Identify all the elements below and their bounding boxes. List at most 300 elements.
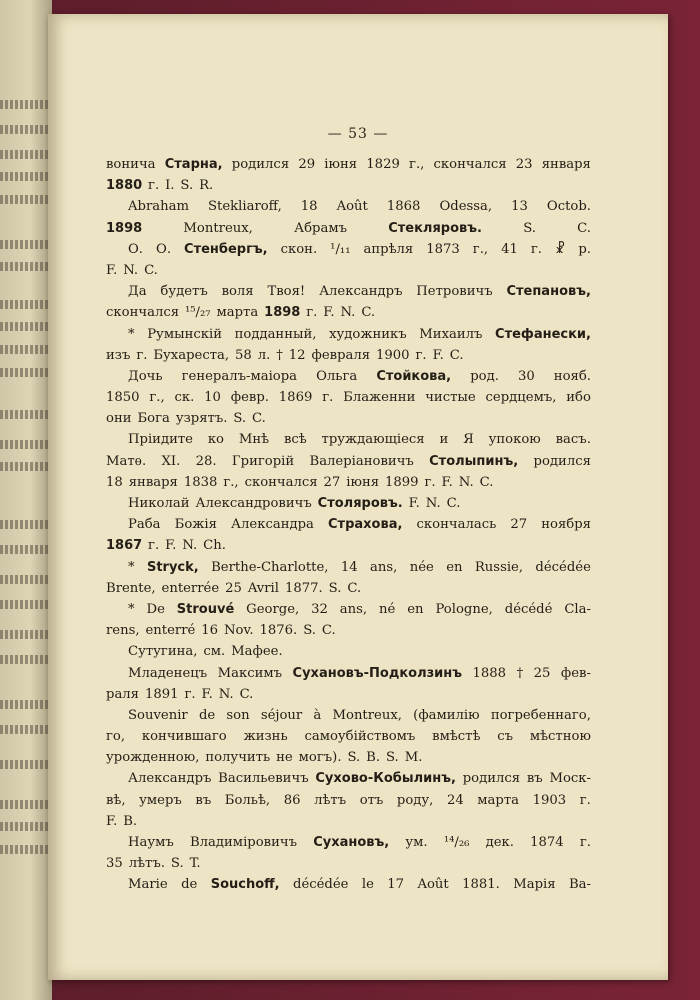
word: C. bbox=[347, 580, 362, 596]
word: О. bbox=[128, 241, 144, 257]
word: лѣтъ bbox=[314, 792, 347, 808]
word: родился bbox=[533, 453, 591, 469]
text-line bbox=[106, 790, 591, 811]
word: родился bbox=[462, 771, 521, 787]
word: вонича bbox=[106, 157, 156, 172]
word: C. bbox=[361, 305, 376, 321]
word: всѣ bbox=[283, 432, 307, 448]
word: г., bbox=[472, 241, 489, 257]
text-line bbox=[106, 853, 591, 874]
word: M. bbox=[404, 750, 423, 766]
word: Berthe-Charlotte, bbox=[211, 559, 329, 575]
word: 58 bbox=[235, 347, 252, 363]
word: Marie bbox=[128, 877, 168, 893]
word: 1899 bbox=[385, 474, 419, 490]
word: 35 bbox=[106, 856, 123, 872]
word: enterré bbox=[145, 623, 196, 639]
text-line bbox=[106, 599, 591, 620]
word: января bbox=[128, 474, 178, 490]
text-line bbox=[106, 196, 591, 217]
word: отъ bbox=[359, 792, 384, 808]
word: будетъ bbox=[160, 284, 208, 300]
word: T. bbox=[189, 856, 201, 872]
word: род. bbox=[470, 368, 499, 384]
word: Васильевичъ bbox=[218, 771, 309, 787]
word: 14 bbox=[340, 559, 358, 575]
word: самоубійствомъ bbox=[304, 729, 416, 745]
word: C. bbox=[449, 347, 464, 363]
word: г. bbox=[579, 792, 591, 808]
word: Ch. bbox=[203, 538, 226, 554]
word: Brente, bbox=[106, 580, 156, 596]
word: Cla- bbox=[564, 601, 591, 617]
text-line bbox=[106, 345, 591, 366]
word: см. bbox=[203, 644, 226, 660]
word: F. bbox=[201, 686, 213, 702]
word: en bbox=[446, 559, 463, 575]
word: De bbox=[146, 601, 165, 617]
word: г. bbox=[322, 390, 334, 406]
word: раля bbox=[106, 686, 140, 702]
word: Souvenir bbox=[128, 707, 188, 723]
word: Наумъ bbox=[128, 835, 174, 850]
word: enterrée bbox=[161, 580, 220, 596]
word: S. bbox=[347, 750, 361, 766]
word: Раба bbox=[128, 517, 161, 533]
word: 1868 bbox=[386, 199, 421, 215]
word: S. bbox=[523, 220, 536, 236]
word: г., bbox=[149, 390, 165, 406]
word: апрѣля bbox=[363, 241, 414, 257]
word: Абрамъ bbox=[294, 220, 347, 236]
word: дек. bbox=[485, 835, 514, 850]
word: Валеріановичъ bbox=[309, 453, 414, 469]
text-line bbox=[106, 387, 591, 408]
text-line bbox=[106, 239, 591, 260]
word: Ольга bbox=[316, 368, 358, 384]
word: 86 bbox=[283, 792, 301, 808]
word: г. bbox=[184, 686, 196, 702]
word: C. bbox=[239, 686, 254, 702]
text-line bbox=[106, 175, 591, 196]
word: Стойкова, bbox=[376, 368, 452, 384]
book-page bbox=[48, 14, 668, 980]
word: Больѣ, bbox=[224, 792, 271, 808]
word: * bbox=[128, 326, 135, 342]
word: Odessa, bbox=[439, 199, 493, 215]
word: скончался bbox=[433, 157, 507, 172]
word: погребеннаго, bbox=[490, 707, 591, 723]
word: Марія bbox=[513, 877, 556, 893]
word: сердцемъ, bbox=[485, 390, 557, 406]
word: Стефанески, bbox=[495, 326, 591, 342]
word: décédée bbox=[535, 559, 591, 575]
word: родился bbox=[231, 157, 290, 172]
word: 18 bbox=[300, 199, 318, 215]
word: роду, bbox=[396, 792, 434, 808]
word: Александръ bbox=[128, 771, 212, 787]
text-line bbox=[106, 663, 591, 684]
word: 30 bbox=[517, 368, 535, 384]
text-line bbox=[106, 260, 591, 281]
word: скончался bbox=[244, 474, 318, 490]
word: 23 bbox=[515, 157, 533, 172]
word: генералъ-маіора bbox=[181, 368, 298, 384]
word: Ва- bbox=[568, 877, 591, 893]
word: 1877. bbox=[284, 580, 323, 596]
word: Сухановъ-Подколзинъ bbox=[292, 665, 463, 681]
word: вѣ, bbox=[106, 792, 126, 808]
word: Я bbox=[463, 432, 474, 448]
word: художникъ bbox=[329, 326, 407, 342]
word: (фамилію bbox=[413, 707, 480, 723]
word: 1867 bbox=[106, 538, 143, 554]
word: en bbox=[407, 601, 424, 617]
word: S. bbox=[233, 411, 247, 427]
word: г. bbox=[136, 347, 148, 363]
word: C. bbox=[321, 623, 336, 639]
word: N. bbox=[458, 474, 474, 490]
word: 1891 bbox=[144, 686, 179, 702]
word: Дочь bbox=[128, 368, 163, 384]
text-line bbox=[106, 429, 591, 450]
word: ans, bbox=[370, 559, 398, 575]
word: C. bbox=[144, 262, 158, 278]
word: 1880 bbox=[106, 178, 143, 194]
word: фев- bbox=[560, 665, 591, 681]
word: въ bbox=[195, 792, 212, 808]
word: Столяровъ. bbox=[317, 496, 403, 511]
word: Pologne, bbox=[435, 601, 493, 617]
word: Montreux, bbox=[332, 707, 402, 723]
word: Александръ bbox=[319, 284, 403, 300]
word: р. bbox=[578, 241, 591, 257]
word: B. bbox=[123, 813, 138, 829]
word: О. bbox=[156, 241, 172, 257]
word: C. bbox=[577, 220, 591, 236]
text-line bbox=[106, 451, 591, 472]
word: получить bbox=[205, 750, 271, 766]
word: жизнь bbox=[243, 729, 288, 745]
text-line bbox=[106, 514, 591, 535]
word: января bbox=[541, 157, 591, 172]
word: † bbox=[516, 665, 524, 681]
word: могъ). bbox=[298, 750, 342, 766]
word: г. bbox=[306, 305, 318, 321]
text-line bbox=[106, 641, 591, 662]
word: скончался bbox=[106, 305, 180, 321]
word: Août bbox=[336, 199, 368, 215]
word: Abraham bbox=[128, 199, 189, 215]
word: г., bbox=[409, 157, 425, 172]
word: Николай bbox=[128, 496, 190, 511]
word: Столыпинъ, bbox=[429, 453, 519, 469]
word: г. bbox=[148, 538, 160, 554]
word: г. bbox=[530, 241, 542, 257]
word: I. bbox=[165, 178, 175, 194]
word: іюня bbox=[324, 157, 358, 172]
word: F. bbox=[106, 813, 118, 829]
word: г. bbox=[415, 347, 427, 363]
word: Божія bbox=[174, 517, 217, 533]
word: 12 bbox=[288, 347, 306, 363]
text-line bbox=[106, 705, 591, 726]
word: февр. bbox=[230, 390, 269, 406]
word: марта bbox=[477, 792, 520, 808]
text-line bbox=[106, 366, 591, 387]
word: они bbox=[106, 411, 132, 427]
word: воля bbox=[221, 284, 254, 300]
word: Octob. bbox=[546, 199, 591, 215]
word: труждающіеся bbox=[321, 432, 425, 448]
word: Stekliaroff, bbox=[208, 199, 282, 215]
word: умеръ bbox=[139, 792, 182, 808]
word: Сутугина, bbox=[128, 644, 198, 660]
word: 10 bbox=[204, 390, 221, 406]
word: 27 bbox=[323, 474, 341, 490]
word: Старна, bbox=[164, 157, 223, 172]
text-line bbox=[106, 154, 591, 175]
word: Румынскій bbox=[147, 326, 222, 342]
word: C. bbox=[252, 411, 266, 427]
text-line bbox=[106, 811, 591, 832]
word: à bbox=[313, 707, 322, 723]
word: Сухово-Кобылинъ, bbox=[315, 771, 456, 787]
word: 1869 bbox=[278, 390, 313, 406]
word: Страхова, bbox=[328, 517, 403, 533]
word: 1829 bbox=[366, 157, 400, 172]
word: Стекляровъ. bbox=[388, 220, 482, 236]
text-line bbox=[106, 493, 591, 514]
word: 17 bbox=[387, 877, 405, 893]
word: 1888 bbox=[472, 665, 507, 681]
page-number: — 53 — bbox=[327, 126, 389, 142]
word: F. bbox=[165, 538, 177, 554]
word: Максимъ bbox=[217, 665, 283, 681]
word: Nov. bbox=[223, 623, 254, 639]
word: * bbox=[128, 559, 135, 575]
word: 25 bbox=[225, 580, 242, 596]
word: séjour bbox=[260, 707, 303, 723]
word: ибо bbox=[566, 390, 591, 406]
facing-page-edge bbox=[0, 0, 52, 1000]
word: ноября bbox=[541, 517, 591, 533]
word: Stryck, bbox=[146, 559, 199, 575]
word: Мафее. bbox=[231, 644, 283, 660]
word: 41 bbox=[501, 241, 518, 257]
word: B. bbox=[366, 750, 381, 766]
text-line bbox=[106, 218, 591, 239]
word: F. bbox=[441, 474, 453, 490]
word: N. bbox=[340, 305, 356, 321]
word: de bbox=[198, 707, 216, 723]
word: г., bbox=[223, 474, 239, 490]
word: N. bbox=[425, 496, 441, 511]
word: C. bbox=[446, 496, 461, 511]
text-line bbox=[106, 747, 591, 768]
word: née bbox=[409, 559, 434, 575]
word: S. bbox=[303, 623, 316, 639]
word: né bbox=[379, 601, 396, 617]
word: Матѳ. bbox=[106, 453, 147, 469]
word: Михаилъ bbox=[419, 326, 483, 342]
word: л. bbox=[257, 347, 271, 363]
text-line bbox=[106, 302, 591, 323]
word: * bbox=[128, 601, 135, 617]
word: съ bbox=[497, 729, 514, 745]
word: S. bbox=[170, 856, 184, 872]
text-line bbox=[106, 557, 591, 578]
word: 1903 bbox=[532, 792, 567, 808]
word: Младенецъ bbox=[128, 665, 208, 681]
word: 1898 bbox=[264, 305, 301, 321]
word: S. bbox=[180, 178, 194, 194]
word: George, bbox=[246, 601, 300, 617]
word: Бога bbox=[137, 411, 170, 427]
word: Мнѣ bbox=[238, 432, 270, 448]
word: F. bbox=[323, 305, 335, 321]
word: décédée bbox=[293, 877, 349, 893]
word: г. bbox=[148, 178, 160, 194]
text-line bbox=[106, 281, 591, 302]
text-line bbox=[106, 726, 591, 747]
word: г. bbox=[424, 474, 436, 490]
word: 1898 bbox=[106, 220, 143, 236]
word: Александра bbox=[231, 517, 314, 533]
word: скончалась bbox=[416, 517, 497, 533]
text-line bbox=[106, 684, 591, 705]
word: мѣстною bbox=[529, 729, 591, 745]
word: васъ. bbox=[555, 432, 591, 448]
word: Петровичъ bbox=[416, 284, 493, 300]
word: rens, bbox=[106, 623, 140, 639]
word: F. bbox=[408, 496, 420, 511]
word: урожденною, bbox=[106, 750, 200, 766]
word: 18 bbox=[106, 474, 123, 490]
word: Сухановъ, bbox=[313, 835, 390, 850]
word: Моск- bbox=[549, 771, 591, 787]
word: 1838 bbox=[183, 474, 218, 490]
word: подданный, bbox=[234, 326, 317, 342]
page-text bbox=[106, 154, 591, 896]
word: изъ bbox=[106, 347, 131, 363]
word: 16 bbox=[201, 623, 219, 639]
word: Стенбергъ, bbox=[184, 241, 268, 257]
word: son bbox=[226, 707, 250, 723]
text-line bbox=[106, 620, 591, 641]
word: Степановъ, bbox=[506, 284, 591, 300]
word: ск. bbox=[174, 390, 195, 406]
word: вмѣстѣ bbox=[432, 729, 481, 745]
word: упокою bbox=[488, 432, 541, 448]
word: † bbox=[276, 347, 283, 363]
word: 32 bbox=[311, 601, 328, 617]
word: 29 bbox=[298, 157, 316, 172]
word: F. bbox=[432, 347, 444, 363]
word: ¹⁵/₂₇ bbox=[184, 305, 211, 321]
word: Твоя! bbox=[267, 284, 306, 300]
word: Блаженни bbox=[343, 390, 416, 406]
word: не bbox=[276, 750, 293, 766]
word: ans, bbox=[339, 601, 368, 617]
word: S. bbox=[385, 750, 399, 766]
text-line bbox=[106, 832, 591, 853]
word: ум. bbox=[405, 835, 428, 850]
word: 1873 bbox=[426, 241, 460, 257]
word: Александровичъ bbox=[195, 496, 312, 511]
word: 1900 bbox=[376, 347, 410, 363]
word: 13 bbox=[511, 199, 528, 215]
word: чистые bbox=[425, 390, 476, 406]
word: ко bbox=[207, 432, 224, 448]
word: 28. bbox=[195, 453, 217, 469]
word: ¹⁴/₂₆ bbox=[443, 835, 470, 850]
word: N. bbox=[182, 538, 198, 554]
word: Григорій bbox=[231, 453, 295, 469]
word: 24 bbox=[446, 792, 464, 808]
word: въ bbox=[526, 771, 543, 787]
word: Août bbox=[417, 877, 449, 893]
word: марта bbox=[216, 305, 259, 321]
word: кончившаго bbox=[141, 729, 227, 745]
word: R. bbox=[199, 178, 214, 194]
word: S. bbox=[328, 580, 342, 596]
word: г. bbox=[579, 835, 591, 850]
word: XI. bbox=[161, 453, 181, 469]
word: лѣтъ. bbox=[128, 856, 165, 872]
word: Russie, bbox=[474, 559, 524, 575]
word: Avril bbox=[247, 580, 279, 596]
text-line bbox=[106, 874, 591, 895]
word: Пріидите bbox=[128, 432, 193, 448]
word: décédé bbox=[504, 601, 553, 617]
word: 1881. bbox=[462, 877, 500, 893]
word: ☧ bbox=[554, 241, 566, 257]
text-line bbox=[106, 408, 591, 429]
word: Да bbox=[128, 284, 147, 300]
word: 1876. bbox=[259, 623, 298, 639]
word: de bbox=[181, 877, 198, 893]
word: нояб. bbox=[553, 368, 591, 384]
word: C. bbox=[479, 474, 494, 490]
word: ¹/₁₁ bbox=[330, 241, 351, 257]
text-line bbox=[106, 535, 591, 556]
word: Souchoff, bbox=[210, 877, 280, 893]
text-line bbox=[106, 324, 591, 345]
text-line bbox=[106, 472, 591, 493]
word: іюня bbox=[346, 474, 380, 490]
word: узрятъ. bbox=[175, 411, 228, 427]
word: 1850 bbox=[106, 390, 140, 406]
word: 1874 bbox=[530, 835, 564, 850]
word: N. bbox=[123, 262, 139, 278]
word: N. bbox=[218, 686, 234, 702]
word: Бухареста, bbox=[153, 347, 230, 363]
text-line bbox=[106, 768, 591, 789]
word: Владиміровичъ bbox=[189, 835, 297, 850]
word: го, bbox=[106, 729, 126, 745]
word: Strouvé bbox=[176, 601, 235, 617]
word: le bbox=[361, 877, 374, 893]
text-line bbox=[106, 578, 591, 599]
word: и bbox=[439, 432, 449, 448]
word: скон. bbox=[280, 241, 318, 257]
word: 27 bbox=[510, 517, 528, 533]
word: февраля bbox=[311, 347, 371, 363]
word: F. bbox=[106, 262, 118, 278]
word: Montreux, bbox=[183, 220, 253, 236]
word: 25 bbox=[533, 665, 551, 681]
